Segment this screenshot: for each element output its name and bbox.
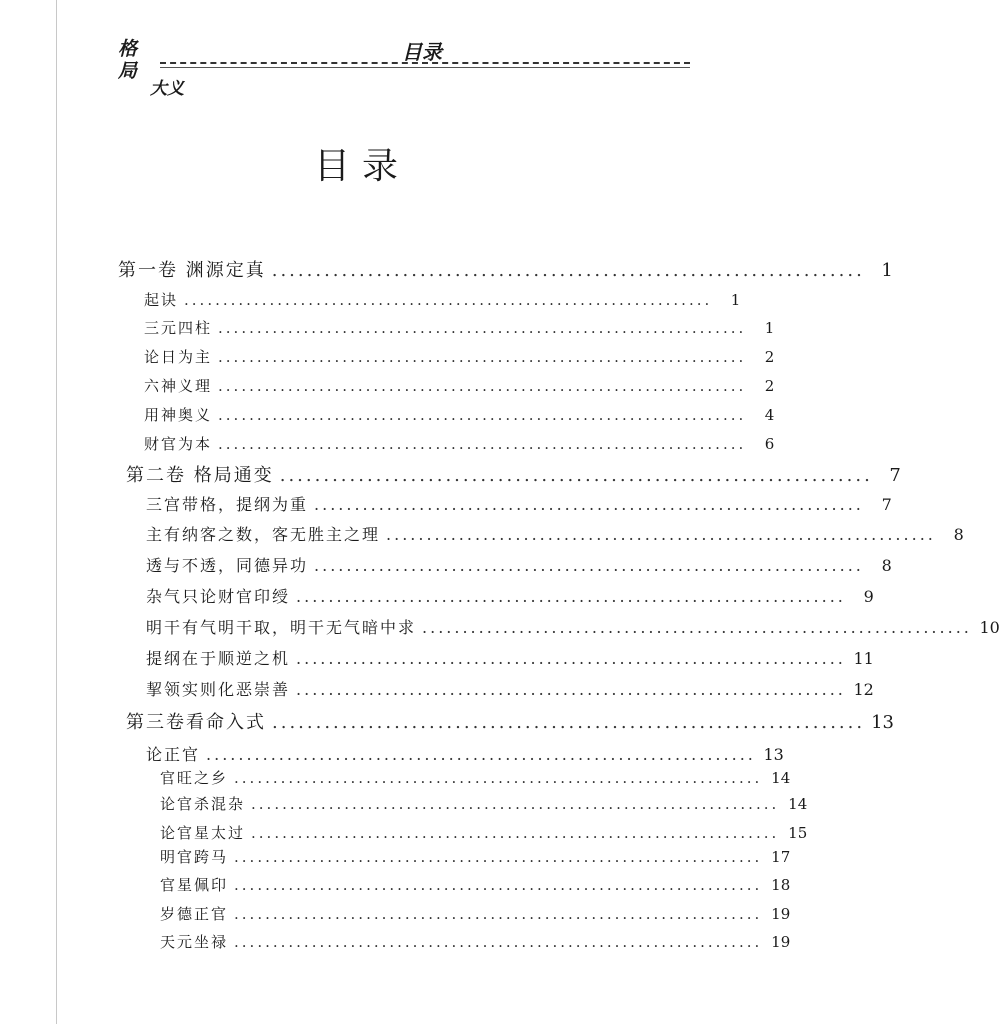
toc-entry-label: 论日为主	[144, 348, 213, 366]
header-side-top: 格	[118, 38, 138, 60]
toc-entry[interactable]	[160, 874, 791, 895]
toc-leader-dots: ....................................................................	[314, 556, 864, 575]
running-header-subtitle: 大义	[150, 79, 184, 99]
toc-entry[interactable]	[160, 767, 791, 788]
toc-entry-label: 六神义理	[144, 377, 213, 395]
toc-entry-label: 官星佩印	[160, 876, 229, 894]
toc-entry-label: 三元四柱	[144, 319, 213, 337]
toc-entry-label: 官旺之乡	[160, 769, 229, 787]
toc-leader-dots: ....................................................................	[234, 933, 763, 951]
toc-entry-label: 论官星太过	[160, 824, 246, 842]
toc-page-number: 7	[889, 465, 901, 486]
toc-page-number: 7	[881, 495, 892, 514]
toc-entry[interactable]	[146, 492, 892, 515]
toc-entry[interactable]	[144, 404, 775, 425]
toc-leader-dots: ....................................................................	[234, 848, 763, 866]
toc-entry-label: 主有纳客之数，客无胜主之理	[146, 525, 381, 544]
toc-entry-volume[interactable]	[118, 256, 893, 282]
toc-page-number: 13	[871, 712, 894, 733]
toc-entry-label: 第一卷 渊源定真	[118, 260, 266, 281]
toc-page-number: 1	[764, 319, 775, 337]
toc-leader-dots: ....................................................................	[296, 587, 846, 606]
toc-entry[interactable]	[144, 289, 741, 310]
toc-page-number: 19	[771, 905, 791, 923]
toc-entry-label: 第三卷看命入式	[126, 712, 266, 733]
toc-leader-dots: ....................................................................	[234, 876, 763, 894]
toc-entry[interactable]	[144, 375, 775, 396]
toc-leader-dots: ....................................................................	[296, 680, 846, 699]
toc-leader-dots: ....................................................................	[218, 319, 747, 337]
toc-entry[interactable]	[146, 677, 874, 700]
toc-entry[interactable]	[160, 793, 808, 814]
toc-leader-dots: ....................................................................	[271, 260, 865, 281]
toc-entry-label: 杂气只论财官印绶	[146, 587, 291, 606]
toc-page-number: 11	[853, 649, 874, 668]
running-header-section: 目录	[402, 40, 442, 64]
toc-entry-label: 挈领实则化恶崇善	[146, 680, 291, 699]
toc-leader-dots: ....................................................................	[234, 769, 763, 787]
toc-entry-label: 论官杀混杂	[160, 795, 246, 813]
toc-leader-dots: ....................................................................	[206, 745, 756, 764]
toc-page-number: 13	[763, 745, 784, 764]
toc-entry-label: 第二卷 格局通变	[126, 465, 274, 486]
toc-entry[interactable]	[160, 931, 791, 952]
toc-leader-dots: ....................................................................	[251, 795, 780, 813]
toc-page-number: 10	[979, 618, 1000, 637]
toc-leader-dots: ....................................................................	[296, 649, 846, 668]
toc-leader-dots: ....................................................................	[234, 905, 763, 923]
toc-page-number: 8	[953, 525, 964, 544]
toc-leader-dots: ....................................................................	[218, 377, 747, 395]
toc-page-number: 9	[863, 587, 874, 606]
toc-entry-label: 明官跨马	[160, 848, 229, 866]
toc-entry-label: 提纲在于顺逆之机	[146, 649, 291, 668]
toc-entry[interactable]	[160, 903, 791, 924]
toc-page-number: 6	[764, 435, 775, 453]
toc-page-number: 17	[771, 848, 791, 866]
toc-leader-dots: ....................................................................	[386, 525, 936, 544]
toc-entry-label: 论正官	[146, 745, 201, 764]
toc-entry[interactable]	[146, 522, 964, 545]
toc-entry-label: 岁德正官	[160, 905, 229, 923]
toc-entry[interactable]	[146, 742, 784, 765]
toc-page-number: 19	[771, 933, 791, 951]
toc-page-number: 14	[771, 769, 791, 787]
toc-page-number: 12	[853, 680, 874, 699]
toc-entry[interactable]	[144, 433, 775, 454]
toc-page-number: 8	[881, 556, 892, 575]
toc-page-number: 14	[788, 795, 808, 813]
toc-leader-dots: ....................................................................	[422, 618, 972, 637]
page-title: 目录	[313, 146, 410, 187]
toc-entry[interactable]	[146, 615, 1000, 638]
toc-leader-dots: ....................................................................	[218, 348, 747, 366]
toc-entry-label: 明干有气明干取，明干无气暗中求	[146, 618, 417, 637]
toc-entry[interactable]	[146, 584, 874, 607]
toc-page-number: 2	[764, 348, 775, 366]
toc-page-number: 4	[764, 406, 775, 424]
toc-page-number: 1	[881, 260, 893, 281]
toc-entry-label: 三宫带格，提纲为重	[146, 495, 309, 514]
toc-leader-dots: ....................................................................	[218, 435, 747, 453]
toc-entry[interactable]	[146, 646, 874, 669]
toc-entry-label: 用神奥义	[144, 406, 213, 424]
toc-page-number: 2	[764, 377, 775, 395]
toc-entry-label: 天元坐禄	[160, 933, 229, 951]
toc-entry[interactable]	[144, 317, 775, 338]
toc-entry[interactable]	[144, 346, 775, 367]
toc-page-number: 1	[730, 291, 741, 309]
toc-entry-label: 透与不透，同德异功	[146, 556, 309, 575]
toc-leader-dots: ....................................................................	[184, 291, 713, 309]
toc-page-number: 15	[788, 824, 808, 842]
toc-entry-label: 起诀	[144, 291, 179, 309]
toc-entry[interactable]	[146, 553, 892, 576]
header-side-bottom: 局	[118, 60, 138, 82]
toc-entry[interactable]	[160, 846, 791, 867]
toc-entry-volume[interactable]	[126, 708, 894, 734]
toc-entry-label: 财官为本	[144, 435, 213, 453]
toc-entry-volume[interactable]	[126, 461, 901, 487]
toc-leader-dots: ....................................................................	[314, 495, 864, 514]
toc-leader-dots: ....................................................................	[251, 824, 780, 842]
toc-page-number: 18	[771, 876, 791, 894]
toc-entry[interactable]	[160, 822, 808, 843]
toc-leader-dots: ....................................................................	[279, 465, 873, 486]
toc-leader-dots: ....................................................................	[272, 712, 866, 733]
toc-leader-dots: ....................................................................	[218, 406, 747, 424]
